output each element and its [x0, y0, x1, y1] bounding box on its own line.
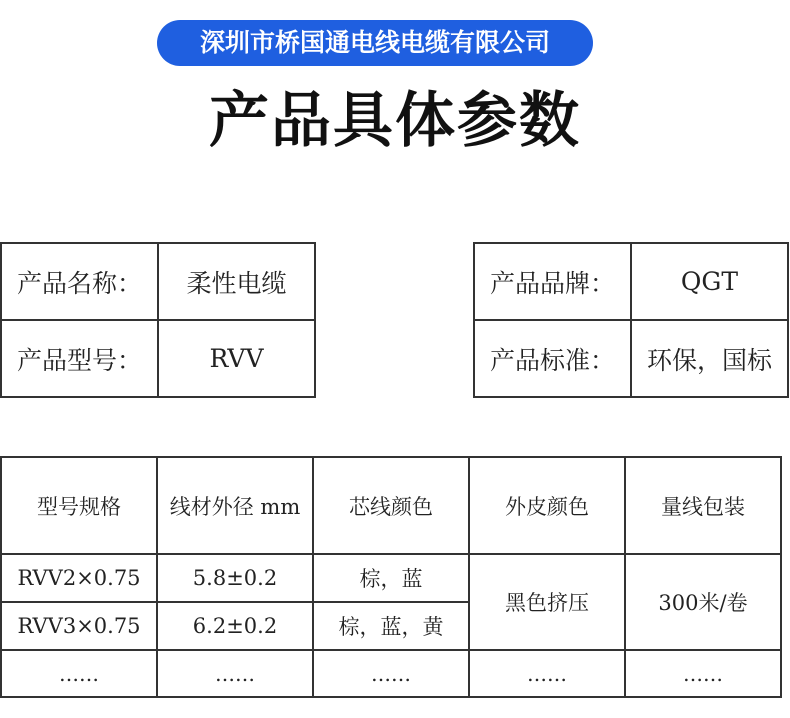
header-sheath-color: 外皮颜色: [469, 457, 625, 554]
info-row-brand: [474, 243, 788, 320]
header-packaging: 量线包装: [625, 457, 781, 554]
cell-model: RVV2×0.75: [1, 554, 157, 602]
cell-diameter: 6.2±0.2: [157, 602, 313, 650]
table-row-ellipsis: [1, 650, 781, 697]
label-product-name: 产品名称：: [1, 243, 158, 320]
cell-core-color: 棕，蓝: [313, 554, 469, 602]
product-info-left: [0, 242, 316, 398]
cell-sheath-color: 黑色挤压: [469, 554, 625, 650]
cell-ellipsis: ……: [469, 650, 625, 697]
cell-ellipsis: ……: [313, 650, 469, 697]
table-row: [1, 554, 781, 602]
spec-table: [0, 456, 782, 698]
info-row-name: [1, 243, 315, 320]
product-info-right: [473, 242, 789, 398]
header-diameter: 线材外径 mm: [157, 457, 313, 554]
cell-diameter: 5.8±0.2: [157, 554, 313, 602]
cell-model: RVV3×0.75: [1, 602, 157, 650]
cell-core-color: 棕，蓝，黄: [313, 602, 469, 650]
info-row-model: [1, 320, 315, 397]
info-row-standard: [474, 320, 788, 397]
value-product-model: RVV: [158, 320, 315, 397]
value-product-brand: QGT: [631, 243, 788, 320]
value-product-name: 柔性电缆: [158, 243, 315, 320]
cell-ellipsis: ……: [1, 650, 157, 697]
page-title: 产品具体参数: [209, 86, 581, 156]
company-badge: 深圳市桥国通电线电缆有限公司: [157, 20, 593, 66]
label-product-model: 产品型号：: [1, 320, 158, 397]
cell-packaging: 300米/卷: [625, 554, 781, 650]
header-core-color: 芯线颜色: [313, 457, 469, 554]
label-product-standard: 产品标准：: [474, 320, 631, 397]
value-product-standard: 环保，国标: [631, 320, 788, 397]
cell-ellipsis: ……: [157, 650, 313, 697]
spec-header-row: [1, 457, 781, 554]
cell-ellipsis: ……: [625, 650, 781, 697]
label-product-brand: 产品品牌：: [474, 243, 631, 320]
header-model: 型号规格: [1, 457, 157, 554]
